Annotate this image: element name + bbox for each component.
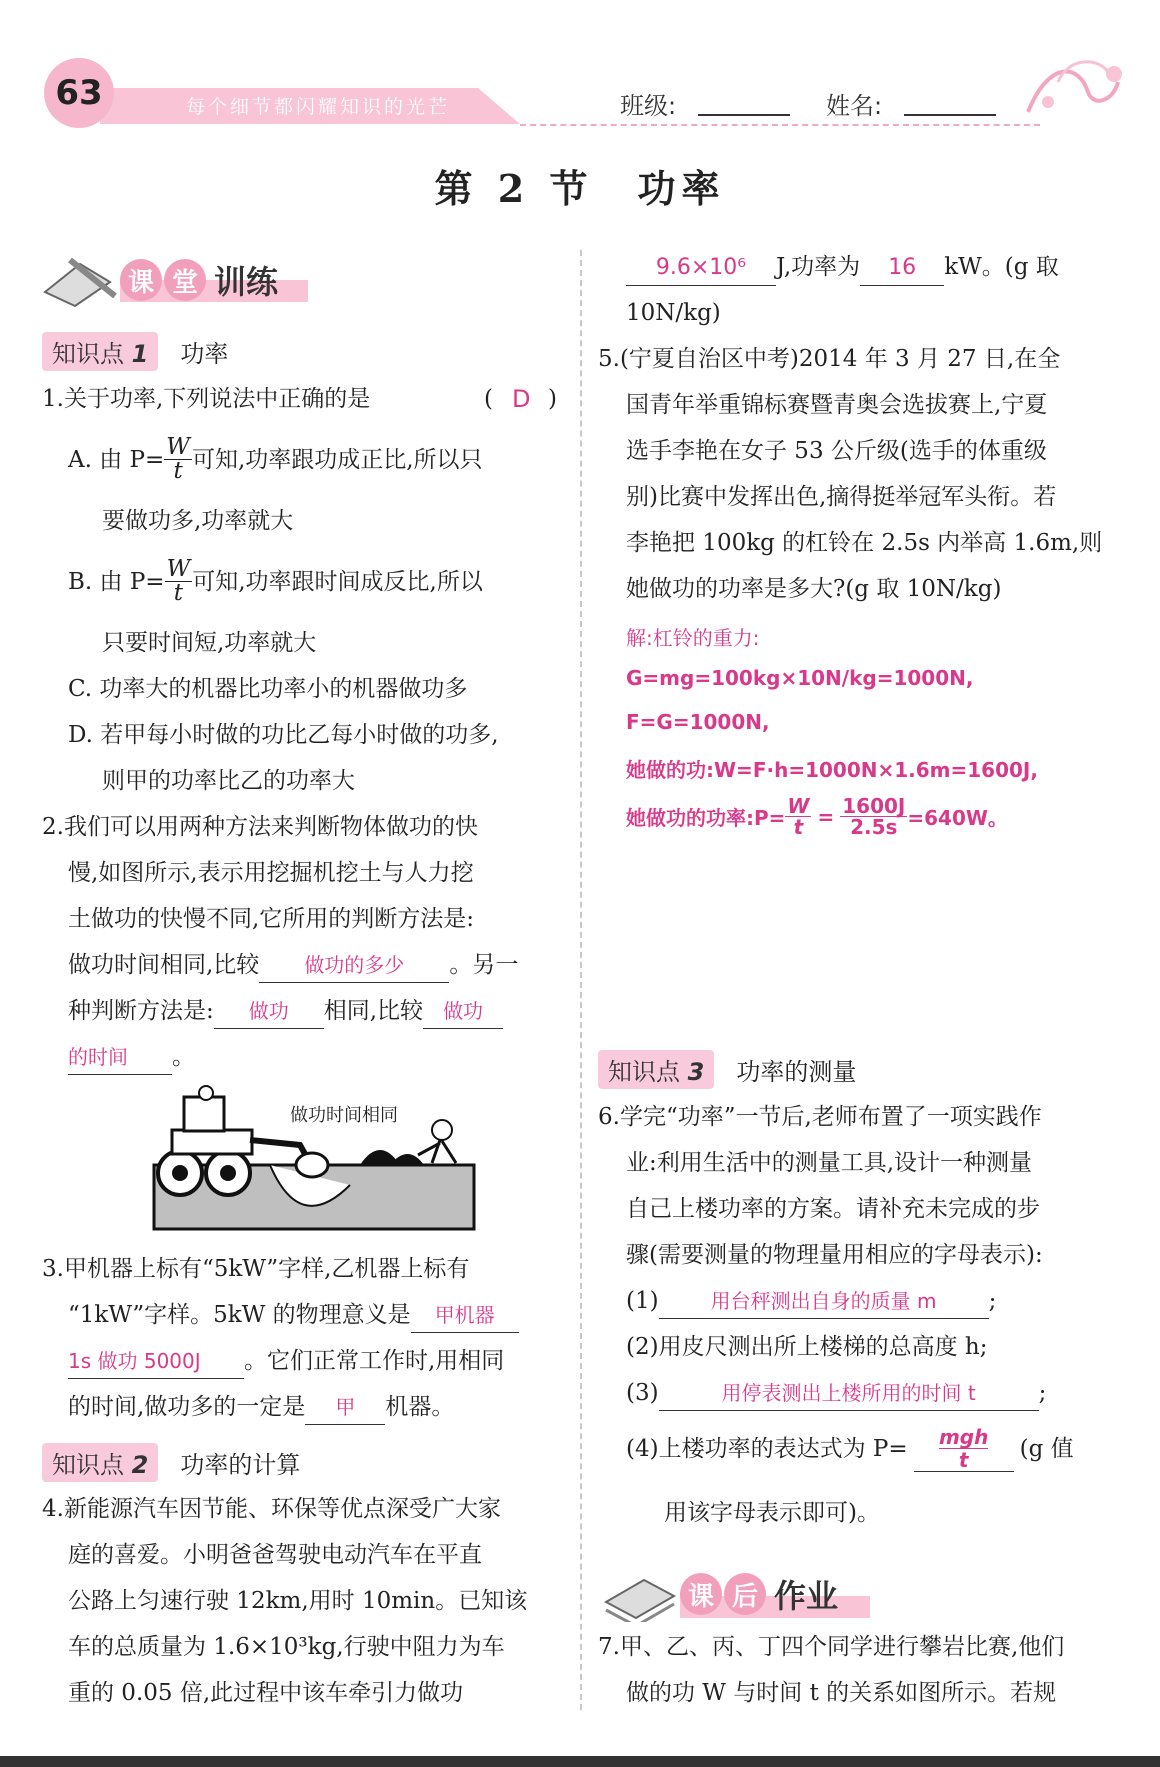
- q4-text: kW。(g 取: [944, 254, 1059, 280]
- kp-tag: 知识点: [52, 1451, 124, 1479]
- q6-step-1: [626, 1278, 996, 1324]
- q2-answer-1: 做功的多少: [259, 948, 449, 983]
- notebook-pen-icon: [40, 252, 120, 308]
- q1-stem: 1.关于功率,下列说法中正确的是: [42, 386, 371, 412]
- page-number: 63: [44, 58, 114, 128]
- q7-line: 7.甲、乙、丙、丁四个同学进行攀岩比赛,他们: [598, 1634, 1065, 1660]
- q7-line: 做的功 W 与时间 t 的关系如图所示。若规: [626, 1680, 1057, 1706]
- q2-text: 做功时间相同,比较: [68, 952, 260, 978]
- banner-classroom: [40, 252, 278, 308]
- header-divider: [520, 124, 1040, 126]
- q6-line: 业:利用生活中的测量工具,设计一种测量: [626, 1150, 1033, 1176]
- q5-solution-power: [626, 796, 1008, 837]
- q3-text: “1kW”字样。5kW 的物理意义是: [68, 1302, 411, 1328]
- frac-num: W: [166, 556, 191, 582]
- frac-den: t: [793, 815, 804, 839]
- q5-line: 选手李艳在女子 53 公斤级(选手的体重级: [626, 438, 1047, 464]
- q2-line: 慢,如图所示,表示用挖掘机挖土与人力挖: [68, 860, 474, 886]
- q4-answer-2: 16: [860, 251, 944, 286]
- q6-text: ;: [1038, 1380, 1047, 1406]
- q5-solution-line: F=G=1000N,: [626, 710, 770, 734]
- name-label: 姓名:: [826, 92, 883, 120]
- q1-option-a: [68, 436, 483, 483]
- kp-tag: 知识点: [52, 340, 124, 368]
- kp-num: 3: [687, 1058, 705, 1086]
- excavator-figure: [150, 1085, 480, 1235]
- q1-a-post: 可知,功率跟功成正比,所以只: [191, 446, 483, 473]
- q2-text: 。另一: [449, 952, 519, 978]
- q2-line6: [68, 1034, 195, 1080]
- q5-solution-line: 解:杠铃的重力:: [626, 626, 760, 650]
- q2-line4: [68, 942, 518, 988]
- q6-answer-3: [914, 1426, 1014, 1472]
- fraction: [165, 558, 193, 605]
- q5-line: 她做功的功率是多大?(g 取 10N/kg): [626, 576, 1002, 602]
- q4-line: 重的 0.05 倍,此过程中该车牵引力做功: [68, 1680, 464, 1706]
- knowledge-point-2: [42, 1443, 300, 1482]
- figure-label: 做功时间相同: [290, 1105, 398, 1126]
- q3-text: 的时间,做功多的一定是: [68, 1394, 306, 1420]
- q4-line: 车的总质量为 1.6×10³kg,行驶中阻力为车: [68, 1634, 505, 1660]
- q5-text: 她做功的功率:P=: [626, 806, 786, 830]
- kp-num: 2: [131, 1451, 149, 1479]
- q3-line: 3.甲机器上标有“5kW”字样,乙机器上标有: [42, 1256, 470, 1282]
- kp-tag: 知识点: [608, 1058, 680, 1086]
- q4-answer-1: 9.6×10⁶: [626, 251, 776, 286]
- q2-line5: [68, 988, 503, 1034]
- q5-line: 李艳把 100kg 的杠铃在 2.5s 内举高 1.6m,则: [626, 530, 1103, 556]
- q5-text: =: [817, 804, 835, 829]
- q4-continuation: [626, 244, 1059, 290]
- header-slogan: 每个细节都闪耀知识的光芒: [186, 96, 451, 118]
- kp-title: 功率的测量: [736, 1058, 857, 1086]
- q6-text: (g 值: [1019, 1436, 1074, 1462]
- q4-text: J,功率为: [776, 254, 861, 280]
- q1-option-b: [68, 558, 483, 605]
- q5-text: =640W。: [907, 806, 1008, 830]
- q2-answer-3-cont: 的时间: [68, 1040, 172, 1075]
- banner-char: 堂: [164, 259, 206, 301]
- q1-a-line2: 要做功多,功率就大: [102, 508, 294, 534]
- banner-char: 后: [724, 1573, 766, 1615]
- q6-text: (4)上楼功率的表达式为 P=: [626, 1436, 908, 1462]
- q3-line3: [68, 1338, 504, 1384]
- q1-a-pre: A. 由 P=: [68, 446, 165, 473]
- q3-answer-2: 甲: [305, 1390, 385, 1425]
- kp-title: 功率: [180, 340, 229, 368]
- q4-line: 4.新能源汽车因节能、环保等优点深受广大家: [42, 1496, 501, 1522]
- q3-text: 。它们正常工作时,用相同: [244, 1348, 505, 1374]
- q2-text: 。: [172, 1044, 195, 1070]
- frac-num: W: [166, 434, 190, 460]
- q2-line: 2.我们可以用两种方法来判断物体做功的快: [42, 814, 478, 840]
- q4-line: 公路上匀速行驶 12km,用时 10min。已知该: [68, 1588, 528, 1614]
- q4-line: 庭的喜爱。小明爸爸驾驶电动汽车在平直: [68, 1542, 482, 1568]
- column-divider: [580, 250, 582, 1710]
- q2-answer-2: 做功: [214, 994, 324, 1029]
- frac-den: 2.5s: [850, 815, 898, 839]
- q6-text: (3): [626, 1380, 659, 1406]
- q6-answer-2: 用停表测出上楼所用的时间 t: [659, 1376, 1039, 1411]
- q5-solution-line: 她做的功:W=F·h=1000N×1.6m=1600J,: [626, 758, 1038, 782]
- q1-answer: D: [512, 385, 531, 413]
- q3-text: 机器。: [385, 1394, 455, 1420]
- q2-answer-3: 做功: [423, 994, 503, 1029]
- frac-den: t: [173, 580, 184, 606]
- q6-step-4-line2: 用该字母表示即可)。: [664, 1500, 880, 1526]
- frac-num: 1600J: [842, 794, 906, 818]
- q6-step-2: (2)用皮尺测出所上楼梯的总高度 h;: [626, 1334, 988, 1360]
- kp-title: 功率的计算: [180, 1451, 301, 1479]
- q5-solution-line: G=mg=100kg×10N/kg=1000N,: [626, 666, 974, 690]
- q1-paren-left: (: [484, 386, 493, 412]
- name-blank: [904, 114, 996, 116]
- q3-line4: [68, 1384, 454, 1430]
- q5-line: 国青年举重锦标赛暨青奥会选拔赛上,宁夏: [626, 392, 1048, 418]
- q2-text: 种判断方法是:: [68, 998, 214, 1024]
- frac-num: W: [787, 794, 810, 818]
- class-blank: [698, 114, 790, 116]
- fraction: [164, 436, 192, 483]
- knowledge-point-3: [598, 1050, 856, 1089]
- fraction: [840, 796, 907, 837]
- fraction: [785, 796, 811, 837]
- q1-paren-right: ): [548, 386, 557, 412]
- banner-homework: [600, 1566, 838, 1622]
- bottom-edge: [0, 1756, 1160, 1767]
- q3-line2: [68, 1292, 519, 1338]
- banner-char: 课: [680, 1573, 722, 1615]
- q3-answer-1: 甲机器: [411, 1298, 519, 1333]
- q5-line: 5.(宁夏自治区中考)2014 年 3 月 27 日,在全: [598, 346, 1061, 372]
- books-icon: [600, 1566, 680, 1622]
- q1-b-post: 可知,功率跟时间成反比,所以: [192, 568, 483, 595]
- banner-char: 课: [120, 259, 162, 301]
- class-label: 班级:: [620, 92, 677, 120]
- q6-line: 骤(需要测量的物理量用相应的字母表示):: [626, 1242, 1043, 1268]
- q6-line: 6.学完“功率”一节后,老师布置了一项实践作: [598, 1104, 1042, 1130]
- q1-d-line2: 则甲的功率比乙的功率大: [102, 768, 355, 794]
- q2-text: 相同,比较: [323, 998, 424, 1024]
- frac-den: t: [958, 1448, 969, 1472]
- q5-line: 别)比赛中发挥出色,摘得挺举冠军头衔。若: [626, 484, 1057, 510]
- q6-answer-1: 用台秤测出自身的质量 m: [659, 1284, 989, 1319]
- q6-step-4: [626, 1426, 1074, 1472]
- q6-step-3: [626, 1370, 1046, 1416]
- q1-b-pre: B. 由 P=: [68, 568, 165, 595]
- q6-line: 自己上楼功率的方案。请补充未完成的步: [626, 1196, 1040, 1222]
- banner-word: 作业: [774, 1577, 839, 1615]
- banner-word: 训练: [214, 263, 279, 301]
- q1-option-c: C. 功率大的机器比功率小的机器做功多: [68, 676, 468, 702]
- knowledge-point-1: [42, 332, 228, 371]
- q6-text: ;: [988, 1288, 997, 1314]
- q2-line: 土做功的快慢不同,它所用的判断方法是:: [68, 906, 475, 932]
- flourish-icon: [1018, 52, 1128, 124]
- frac-den: t: [173, 458, 183, 484]
- frac-num: mgh: [938, 1425, 989, 1449]
- q6-text: (1): [626, 1288, 659, 1314]
- q1-b-line2: 只要时间短,功率就大: [102, 630, 317, 656]
- q1-option-d: D. 若甲每小时做的功比乙每小时做的功多,: [68, 722, 499, 748]
- section-title: 第 2 节 功率: [434, 166, 726, 211]
- kp-num: 1: [131, 340, 149, 368]
- q3-answer-1-cont: 1s 做功 5000J: [68, 1344, 244, 1379]
- q4-line: 10N/kg): [626, 300, 721, 326]
